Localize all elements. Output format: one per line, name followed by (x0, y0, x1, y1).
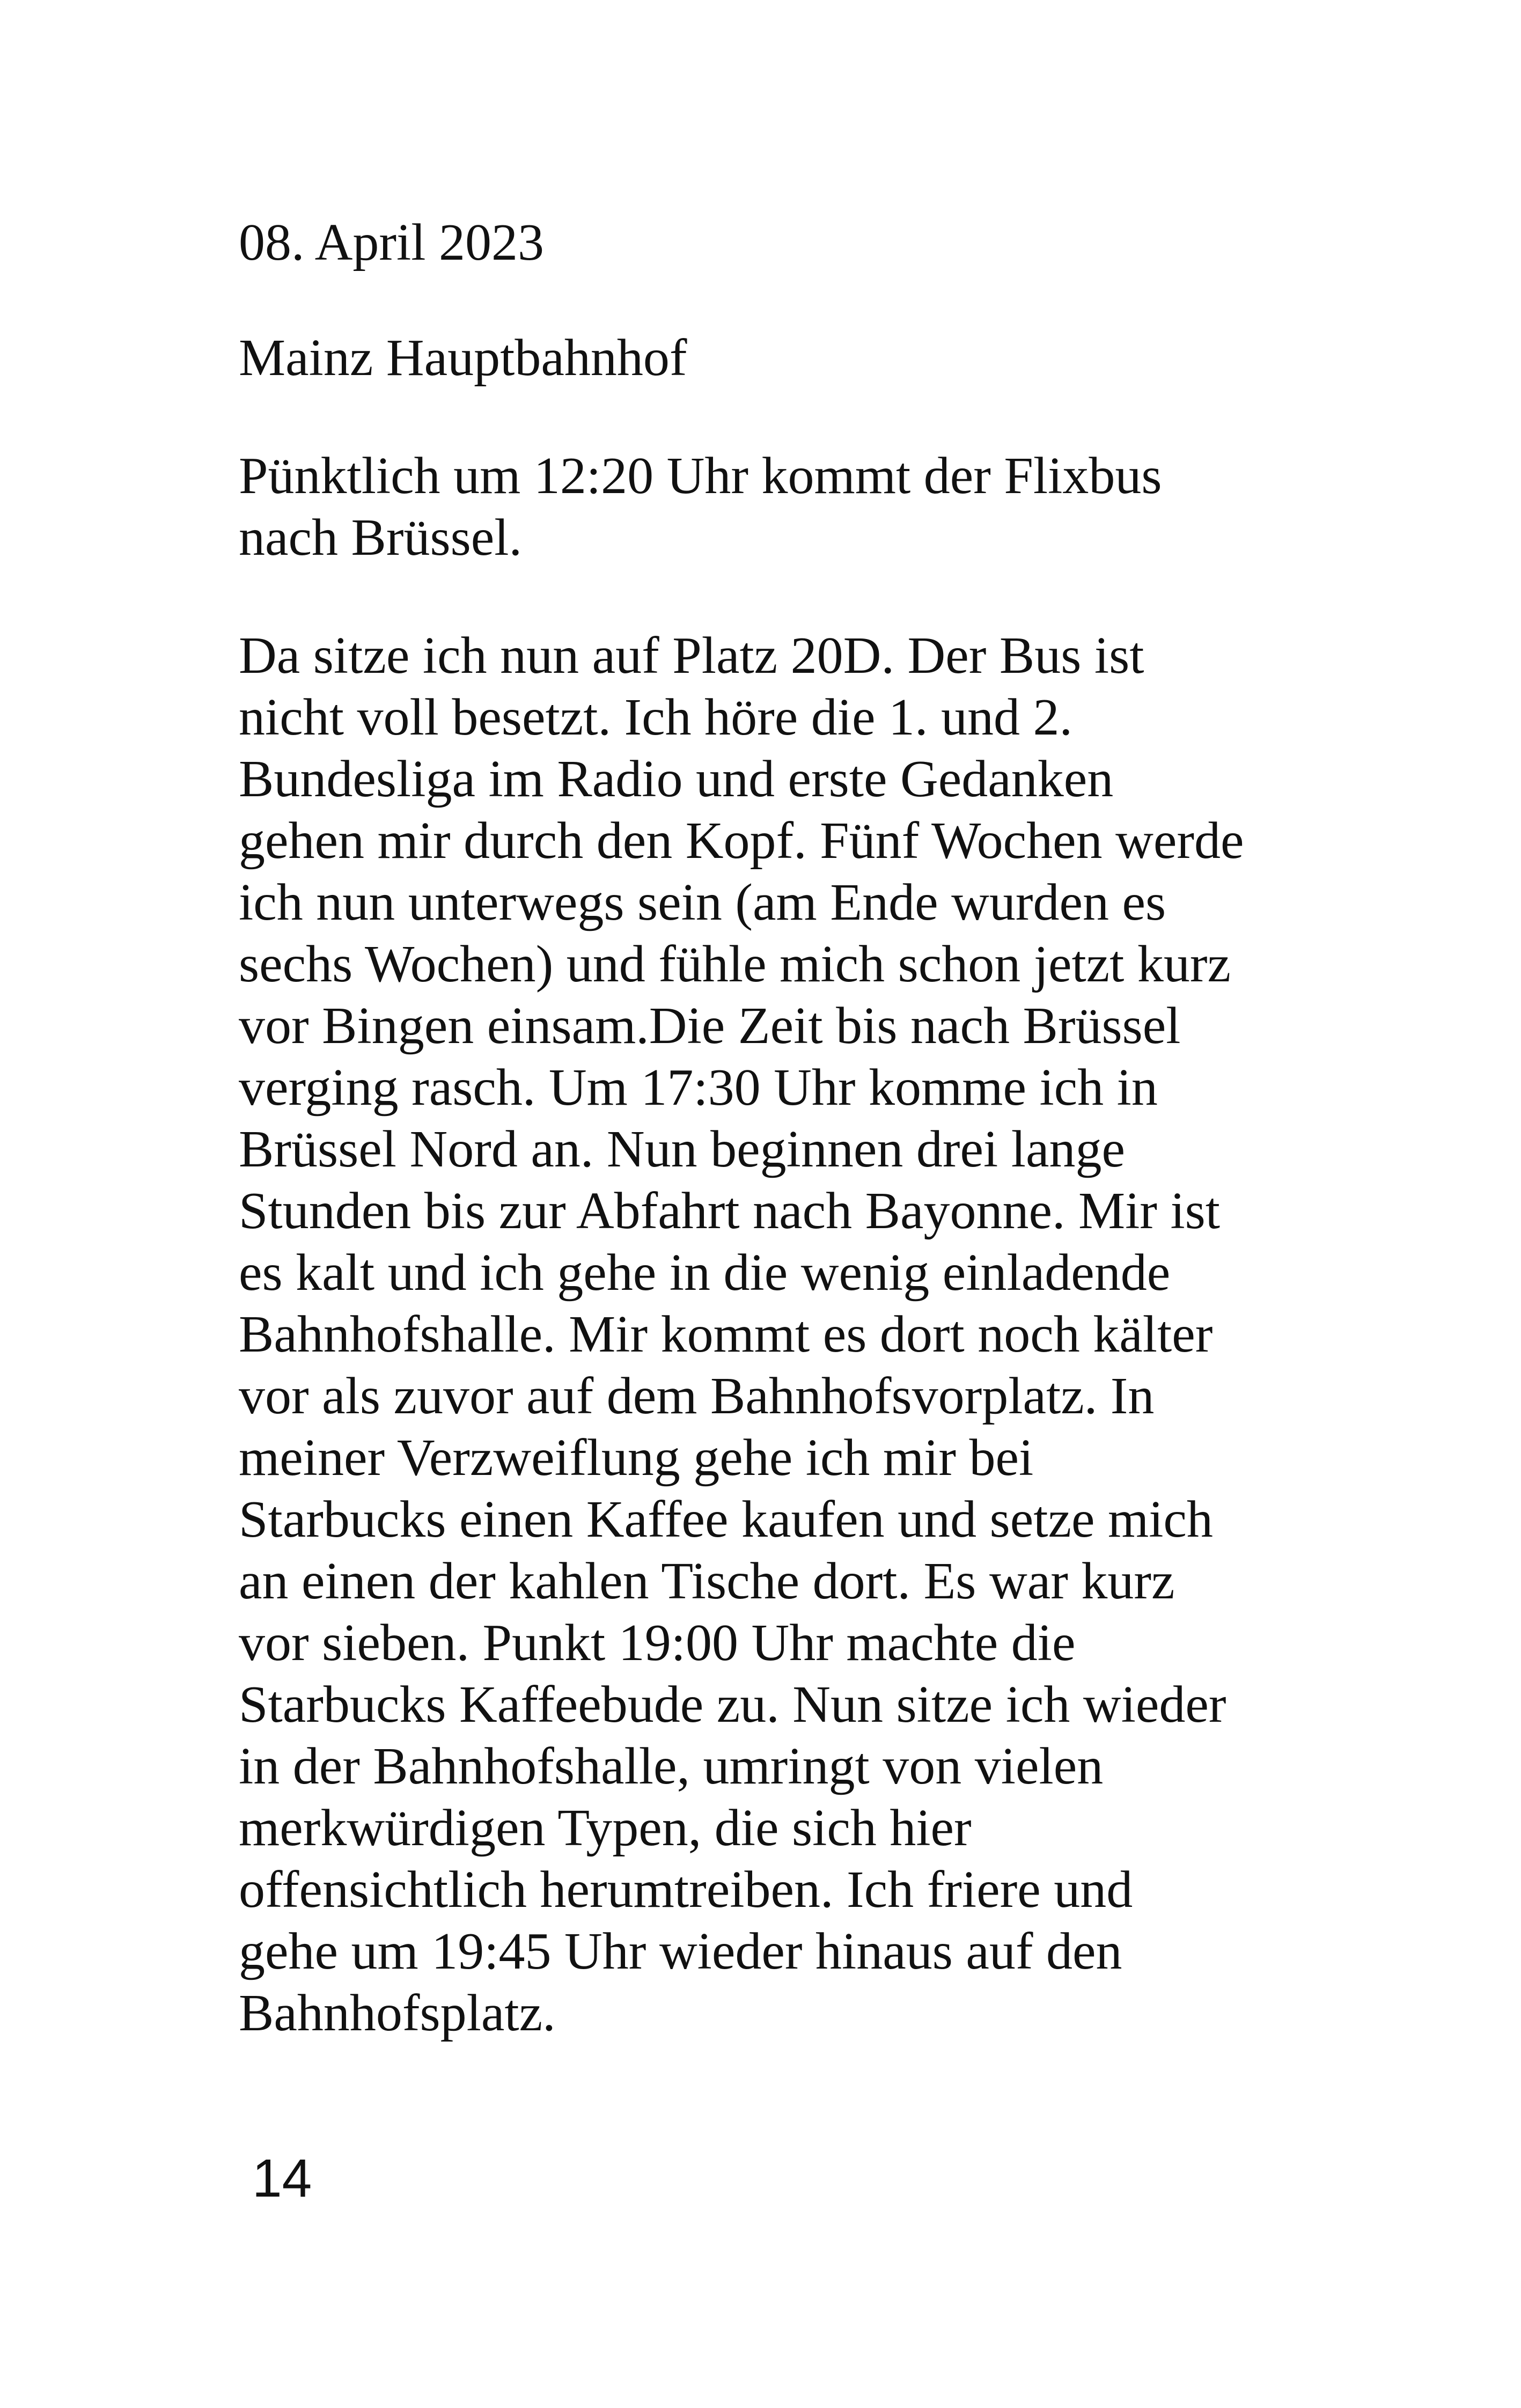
main-paragraph (239, 625, 1312, 2044)
entry-location: Mainz Hauptbahnhof (239, 329, 687, 387)
paragraph-line: verging rasch. Um 17:30 Uhr komme ich in (239, 1059, 1158, 1117)
paragraph-line: Bahnhofsplatz. (239, 1984, 556, 2042)
paragraph-line: vor sieben. Punkt 19:00 Uhr machte die (239, 1614, 1076, 1672)
paragraph-line: gehen mir durch den Kopf. Fünf Wochen werde (239, 812, 1244, 870)
paragraph-line: vor Bingen einsam.Die Zeit bis nach Brüssel (239, 997, 1181, 1055)
paragraph-line: gehe um 19:45 Uhr wieder hinaus auf den (239, 1922, 1122, 1980)
paragraph-line: nach Brüssel. (239, 509, 522, 567)
paragraph-line: Da sitze ich nun auf Platz 20D. Der Bus ist (239, 627, 1144, 685)
paragraph-line: ich nun unterwegs sein (am Ende wurden es (239, 873, 1166, 931)
paragraph-line: merkwürdigen Typen, die sich hier (239, 1799, 972, 1857)
paragraph-line: nicht voll besetzt. Ich höre die 1. und 2. (239, 688, 1072, 746)
paragraph-line: offensichtlich herumtreiben. Ich friere und (239, 1861, 1133, 1919)
paragraph-line: Starbucks Kaffeebude zu. Nun sitze ich wieder (239, 1676, 1226, 1734)
entry-date: 08. April 2023 (239, 214, 544, 271)
paragraph-line: meiner Verzweiflung gehe ich mir bei (239, 1429, 1034, 1487)
paragraph-line: es kalt und ich gehe in die wenig einladende (239, 1244, 1171, 1302)
paragraph-line: in der Bahnhofshalle, umringt von vielen (239, 1737, 1104, 1795)
paragraph-line: Brüssel Nord an. Nun beginnen drei lange (239, 1120, 1125, 1178)
paragraph-line: vor als zuvor auf dem Bahnhofsvorplatz. In (239, 1367, 1155, 1425)
paragraph-line: an einen der kahlen Tische dort. Es war kurz (239, 1552, 1175, 1610)
paragraph-line: Starbucks einen Kaffee kaufen und setze mich (239, 1491, 1213, 1548)
paragraph-line: Stunden bis zur Abfahrt nach Bayonne. Mir ist (239, 1182, 1221, 1240)
paragraph-line: Bundesliga im Radio und erste Gedanken (239, 750, 1114, 808)
text-block (239, 212, 1312, 2098)
paragraph-line: Bahnhofshalle. Mir kommt es dort noch kälter (239, 1305, 1213, 1363)
paragraph-line: Pünktlich um 12:20 Uhr kommt der Flixbus (239, 447, 1162, 505)
paragraph-line: sechs Wochen) und fühle mich schon jetzt kurz (239, 935, 1231, 993)
arrival-paragraph (239, 445, 1312, 569)
page-number: 14 (252, 2148, 312, 2208)
